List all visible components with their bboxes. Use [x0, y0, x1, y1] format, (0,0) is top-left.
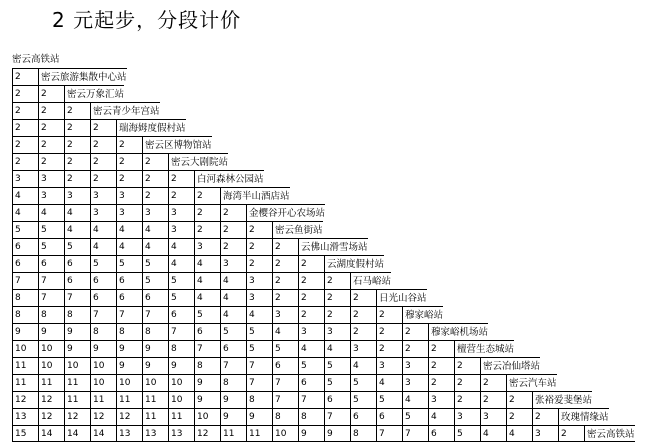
- fare-cell: 10: [90, 357, 116, 374]
- fare-cell: 5: [142, 255, 168, 272]
- fare-cell: 9: [38, 323, 64, 340]
- fare-cell: 11: [12, 374, 38, 391]
- fare-cell: 2: [350, 289, 376, 306]
- station-name: 穆家峪机场站: [428, 323, 488, 340]
- fare-cell: 2: [220, 204, 246, 221]
- fare-cell: 4: [246, 306, 272, 323]
- fare-cell: 2: [168, 170, 194, 187]
- fare-cell: 3: [38, 170, 64, 187]
- fare-cell: 2: [376, 323, 402, 340]
- fare-cell: 2: [298, 272, 324, 289]
- fare-cell: 9: [116, 357, 142, 374]
- station-name: 穆家峪站: [402, 306, 443, 323]
- fare-cell: 4: [480, 425, 506, 442]
- fare-cell: 5: [454, 425, 480, 442]
- fare-cell: 6: [324, 391, 350, 408]
- fare-cell: 2: [90, 136, 116, 153]
- fare-cell: 4: [376, 374, 402, 391]
- fare-cell: 4: [194, 272, 220, 289]
- fare-cell: 2: [428, 357, 454, 374]
- fare-cell: 9: [142, 357, 168, 374]
- fare-cell: 7: [90, 306, 116, 323]
- fare-cell: 2: [64, 153, 90, 170]
- fare-cell: 3: [402, 357, 428, 374]
- fare-cell: 2: [272, 255, 298, 272]
- fare-cell: 2: [298, 289, 324, 306]
- fare-cell: 4: [428, 408, 454, 425]
- fare-cell: 12: [12, 391, 38, 408]
- fare-cell: 2: [38, 85, 64, 102]
- fare-cell: 5: [64, 238, 90, 255]
- fare-cell: 9: [168, 357, 194, 374]
- fare-cell: 3: [480, 408, 506, 425]
- fare-cell: 2: [350, 306, 376, 323]
- fare-cell: 12: [64, 408, 90, 425]
- fare-cell: 7: [38, 272, 64, 289]
- fare-cell: 3: [324, 323, 350, 340]
- fare-cell: 8: [12, 306, 38, 323]
- fare-cell: 6: [12, 255, 38, 272]
- fare-cell: 7: [402, 425, 428, 442]
- fare-cell: 4: [64, 204, 90, 221]
- fare-cell: 9: [246, 408, 272, 425]
- fare-cell: 7: [38, 289, 64, 306]
- fare-cell: 7: [220, 357, 246, 374]
- fare-cell: 12: [38, 408, 64, 425]
- fare-cell: 2: [324, 289, 350, 306]
- fare-cell: 3: [428, 391, 454, 408]
- fare-cell: 11: [116, 391, 142, 408]
- fare-cell: 6: [168, 306, 194, 323]
- fare-cell: 3: [298, 323, 324, 340]
- fare-cell: 11: [142, 391, 168, 408]
- fare-cell: 6: [272, 357, 298, 374]
- fare-cell: 2: [454, 357, 480, 374]
- fare-cell: 3: [272, 306, 298, 323]
- fare-cell: 2: [142, 153, 168, 170]
- fare-cell: 4: [116, 238, 142, 255]
- fare-cell: 2: [116, 153, 142, 170]
- fare-cell: 5: [376, 391, 402, 408]
- fare-cell: 2: [506, 408, 532, 425]
- fare-cell: 8: [64, 306, 90, 323]
- fare-cell: 2: [38, 119, 64, 136]
- fare-cell: 2: [12, 119, 38, 136]
- fare-cell: 5: [168, 289, 194, 306]
- fare-cell: 3: [90, 187, 116, 204]
- fare-cell: 2: [428, 340, 454, 357]
- fare-cell: 10: [168, 374, 194, 391]
- fare-cell: 10: [168, 391, 194, 408]
- fare-cell: 15: [12, 425, 38, 442]
- fare-cell: 9: [12, 323, 38, 340]
- fare-cell: 4: [168, 238, 194, 255]
- fare-cell: 14: [38, 425, 64, 442]
- fare-cell: 3: [168, 204, 194, 221]
- fare-cell: 8: [116, 323, 142, 340]
- fare-cell: 7: [168, 323, 194, 340]
- fare-cell: 2: [480, 391, 506, 408]
- fare-cell: 6: [298, 374, 324, 391]
- fare-cell: 2: [246, 238, 272, 255]
- fare-cell: 7: [324, 408, 350, 425]
- fare-cell: 4: [12, 204, 38, 221]
- fare-cell: 2: [90, 153, 116, 170]
- fare-cell: 4: [402, 391, 428, 408]
- fare-cell: 6: [350, 408, 376, 425]
- fare-cell: 6: [90, 272, 116, 289]
- fare-cell: 8: [194, 357, 220, 374]
- fare-cell: 8: [220, 374, 246, 391]
- fare-cell: 2: [38, 153, 64, 170]
- fare-cell: 7: [376, 425, 402, 442]
- fare-cell: 5: [246, 340, 272, 357]
- fare-cell: 3: [350, 340, 376, 357]
- fare-cell: 3: [532, 425, 558, 442]
- fare-cell: 3: [116, 204, 142, 221]
- fare-cell: 4: [168, 255, 194, 272]
- fare-cell: 6: [116, 272, 142, 289]
- fare-cell: 11: [220, 425, 246, 442]
- fare-cell: 3: [194, 238, 220, 255]
- fare-cell: 3: [168, 221, 194, 238]
- fare-cell: 5: [324, 357, 350, 374]
- fare-cell: 2: [38, 102, 64, 119]
- fare-cell: 2: [90, 170, 116, 187]
- fare-cell: 7: [12, 272, 38, 289]
- fare-cell: 2: [428, 374, 454, 391]
- fare-cell: 13: [12, 408, 38, 425]
- fare-cell: 2: [64, 136, 90, 153]
- fare-cell: 3: [142, 204, 168, 221]
- fare-cell: 10: [194, 408, 220, 425]
- fare-cell: 3: [90, 204, 116, 221]
- fare-cell: 9: [298, 425, 324, 442]
- fare-cell: 2: [142, 170, 168, 187]
- fare-cell: 4: [90, 221, 116, 238]
- fare-cell: 2: [376, 340, 402, 357]
- fare-cell: 8: [90, 323, 116, 340]
- fare-cell: 4: [142, 238, 168, 255]
- fare-cell: 3: [64, 187, 90, 204]
- fare-cell: 11: [64, 374, 90, 391]
- fare-cell: 12: [38, 391, 64, 408]
- fare-cell: 3: [220, 255, 246, 272]
- fare-cell: 9: [116, 340, 142, 357]
- fare-cell: 2: [12, 153, 38, 170]
- fare-cell: 5: [116, 255, 142, 272]
- fare-cell: 11: [64, 391, 90, 408]
- fare-cell: 9: [194, 391, 220, 408]
- fare-cell: 4: [116, 221, 142, 238]
- fare-cell: 4: [506, 425, 532, 442]
- fare-cell: 5: [350, 374, 376, 391]
- fare-cell: 5: [298, 357, 324, 374]
- fare-cell: 2: [12, 68, 38, 85]
- station-name: 密云高铁站: [12, 54, 60, 65]
- fare-cell: 4: [220, 289, 246, 306]
- fare-cell: 12: [194, 425, 220, 442]
- fare-cell: 2: [376, 306, 402, 323]
- station-name: 密云万象汇站: [64, 85, 124, 102]
- fare-cell: 9: [194, 374, 220, 391]
- fare-cell: 2: [402, 323, 428, 340]
- fare-cell: 4: [142, 221, 168, 238]
- fare-cell: 9: [90, 340, 116, 357]
- fare-cell: 5: [272, 340, 298, 357]
- fare-cell: 6: [90, 289, 116, 306]
- fare-cell: 4: [324, 340, 350, 357]
- fare-cell: 2: [194, 204, 220, 221]
- fare-cell: 2: [272, 289, 298, 306]
- fare-cell: 5: [38, 238, 64, 255]
- fare-cell: 7: [64, 289, 90, 306]
- fare-cell: 2: [220, 221, 246, 238]
- fare-cell: 2: [402, 340, 428, 357]
- fare-cell: 9: [220, 408, 246, 425]
- station-name: 云湖度假村站: [324, 255, 384, 272]
- fare-cell: 5: [402, 408, 428, 425]
- fare-cell: 2: [194, 187, 220, 204]
- fare-cell: 14: [64, 425, 90, 442]
- fare-cell: 10: [272, 425, 298, 442]
- fare-cell: 8: [350, 425, 376, 442]
- fare-cell: 5: [38, 221, 64, 238]
- station-name: 密云旅游集散中心站: [38, 68, 127, 85]
- station-name: 石马峪站: [350, 272, 391, 289]
- fare-cell: 3: [116, 187, 142, 204]
- fare-cell: 4: [38, 204, 64, 221]
- fare-cell: 3: [454, 408, 480, 425]
- fare-cell: 2: [64, 102, 90, 119]
- fare-cell: 9: [64, 323, 90, 340]
- fare-cell: 5: [350, 391, 376, 408]
- fare-cell: 6: [38, 255, 64, 272]
- fare-cell: 4: [220, 306, 246, 323]
- station-name: 海湾半山酒店站: [220, 187, 290, 204]
- fare-cell: 8: [142, 323, 168, 340]
- fare-cell: 11: [246, 425, 272, 442]
- fare-cell: 2: [246, 221, 272, 238]
- fare-cell: 2: [350, 323, 376, 340]
- fare-cell: 9: [324, 425, 350, 442]
- fare-cell: 7: [272, 391, 298, 408]
- fare-cell: 2: [12, 102, 38, 119]
- station-name: 密云区博物馆站: [142, 136, 212, 153]
- fare-cell: 2: [272, 238, 298, 255]
- fare-cell: 6: [12, 238, 38, 255]
- fare-cell: 5: [220, 323, 246, 340]
- station-name: 张裕爱斐堡站: [532, 391, 592, 408]
- fare-cell: 2: [532, 408, 558, 425]
- fare-cell: 9: [142, 340, 168, 357]
- fare-cell: 5: [324, 374, 350, 391]
- fare-cell: 12: [90, 408, 116, 425]
- station-name: 瑞海姆度假村站: [116, 119, 186, 136]
- fare-cell: 2: [194, 221, 220, 238]
- fare-cell: 7: [116, 306, 142, 323]
- station-name: 日光山谷站: [376, 289, 427, 306]
- fare-cell: 7: [194, 340, 220, 357]
- station-name: 密云高铁站: [584, 425, 635, 442]
- fare-cell: 2: [246, 255, 272, 272]
- fare-cell: 7: [298, 391, 324, 408]
- station-name: 密云青少年宫站: [90, 102, 160, 119]
- fare-cell: 9: [64, 340, 90, 357]
- fare-cell: 3: [376, 357, 402, 374]
- fare-cell: 8: [38, 306, 64, 323]
- fare-cell: 6: [142, 289, 168, 306]
- fare-cell: 6: [64, 255, 90, 272]
- fare-cell: 2: [64, 170, 90, 187]
- fare-cell: 7: [142, 306, 168, 323]
- station-name: 玫瑰情缘站: [558, 408, 609, 425]
- fare-cell: 10: [142, 374, 168, 391]
- fare-cell: 4: [298, 340, 324, 357]
- fare-cell: 3: [246, 272, 272, 289]
- fare-cell: 13: [116, 425, 142, 442]
- station-name: 密云大剧院站: [168, 153, 228, 170]
- fare-cell: 14: [90, 425, 116, 442]
- fare-cell: 4: [272, 323, 298, 340]
- fare-cell: 6: [116, 289, 142, 306]
- fare-cell: 4: [12, 187, 38, 204]
- page-title: 2 元起步，分段计价: [52, 8, 242, 32]
- fare-cell: 7: [246, 357, 272, 374]
- fare-cell: 2: [454, 391, 480, 408]
- fare-cell: 2: [116, 170, 142, 187]
- fare-cell: 3: [12, 170, 38, 187]
- station-name: 密云鱼街站: [272, 221, 323, 238]
- fare-cell: 11: [90, 391, 116, 408]
- station-name: 檀营生态城站: [454, 340, 514, 357]
- station-name: 密云汽车站: [506, 374, 557, 391]
- fare-cell: 13: [142, 425, 168, 442]
- fare-cell: 10: [38, 340, 64, 357]
- fare-cell: 4: [194, 255, 220, 272]
- fare-cell: 10: [38, 357, 64, 374]
- fare-cell: 2: [506, 391, 532, 408]
- fare-cell: 8: [12, 289, 38, 306]
- fare-cell: 2: [12, 136, 38, 153]
- fare-cell: 4: [350, 357, 376, 374]
- fare-cell: 10: [90, 374, 116, 391]
- fare-cell: 2: [220, 238, 246, 255]
- fare-cell: 4: [90, 238, 116, 255]
- fare-cell: 7: [246, 374, 272, 391]
- fare-cell: 6: [428, 425, 454, 442]
- fare-cell: 8: [298, 408, 324, 425]
- fare-cell: 5: [246, 323, 272, 340]
- fare-cell: 2: [116, 136, 142, 153]
- fare-cell: 8: [168, 340, 194, 357]
- fare-cell: 2: [90, 119, 116, 136]
- fare-cell: 2: [324, 272, 350, 289]
- fare-cell: 10: [64, 357, 90, 374]
- fare-cell: 6: [376, 408, 402, 425]
- fare-cell: 4: [64, 221, 90, 238]
- station-name: 云佛山滑雪场站: [298, 238, 368, 255]
- fare-cell: 4: [220, 272, 246, 289]
- fare-cell: 9: [220, 391, 246, 408]
- fare-cell: 11: [38, 374, 64, 391]
- fare-cell: 6: [64, 272, 90, 289]
- fare-cell: 5: [142, 272, 168, 289]
- fare-cell: 2: [298, 255, 324, 272]
- fare-cell: 8: [272, 408, 298, 425]
- fare-cell: 2: [12, 85, 38, 102]
- fare-cell: 5: [168, 272, 194, 289]
- fare-cell: 2: [272, 272, 298, 289]
- fare-cell: 11: [168, 408, 194, 425]
- fare-cell: 12: [116, 408, 142, 425]
- fare-cell: 2: [454, 374, 480, 391]
- fare-cell: 2: [64, 119, 90, 136]
- station-name: 金樱谷开心农场站: [246, 204, 325, 221]
- fare-cell: 10: [116, 374, 142, 391]
- fare-cell: 5: [90, 255, 116, 272]
- fare-cell: 2: [38, 136, 64, 153]
- fare-cell: 7: [272, 374, 298, 391]
- fare-cell: 8: [246, 391, 272, 408]
- fare-cell: 2: [558, 425, 584, 442]
- fare-cell: 13: [168, 425, 194, 442]
- fare-cell: 3: [246, 289, 272, 306]
- fare-cell: 6: [220, 340, 246, 357]
- fare-cell: 4: [194, 289, 220, 306]
- fare-cell: 11: [142, 408, 168, 425]
- fare-cell: 5: [194, 306, 220, 323]
- fare-cell: 10: [12, 340, 38, 357]
- fare-cell: 2: [480, 374, 506, 391]
- fare-cell: 2: [298, 306, 324, 323]
- fare-cell: 2: [168, 187, 194, 204]
- station-name: 白河森林公园站: [194, 170, 264, 187]
- fare-cell: 2: [142, 187, 168, 204]
- station-name: 密云冶仙塔站: [480, 357, 540, 374]
- fare-cell: 11: [12, 357, 38, 374]
- fare-cell: 3: [402, 374, 428, 391]
- fare-cell: 6: [194, 323, 220, 340]
- fare-cell: 5: [12, 221, 38, 238]
- fare-cell: 3: [38, 187, 64, 204]
- fare-cell: 2: [324, 306, 350, 323]
